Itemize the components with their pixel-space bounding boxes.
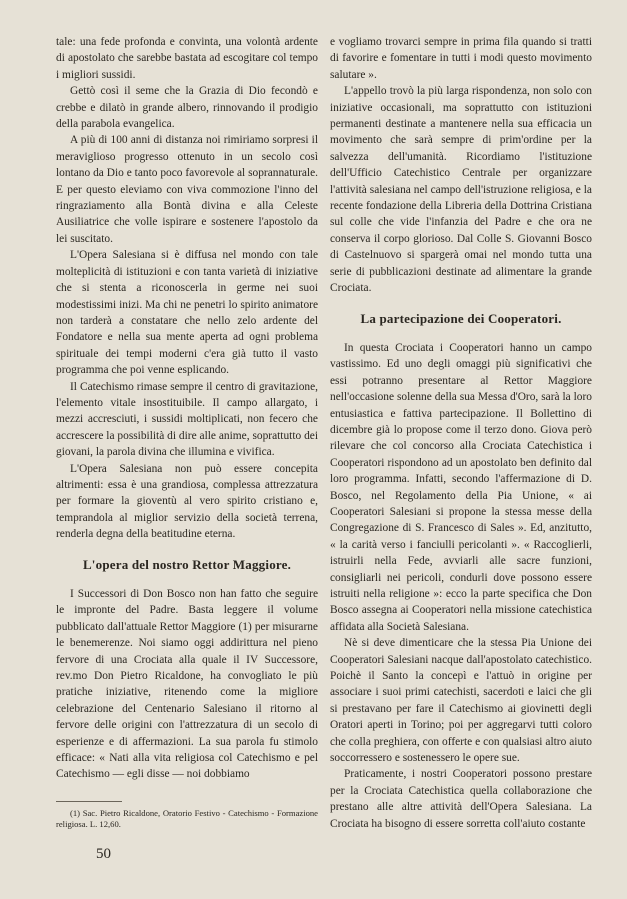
paragraph: Gettò così il seme che la Grazia di Dio fecondò e crebbe e dilatò in grande albero, rinnovando il prodigio della parabola evangelica.	[56, 85, 318, 131]
section-heading: La partecipazione dei Cooperatori.	[360, 310, 562, 326]
paragraph: Praticamente, i nostri Cooperatori possono prestare per la Crociata Catechistica quella collaborazione che prestano alle altre attività dell'Opera Salesiana. La Crociata ha bisogno di essere sorretta coll'aiuto costante	[330, 768, 592, 830]
paragraph: Il Catechismo rimase sempre il centro di gravitazione, l'elemento vitale insostituibile. Il campo allargato, i mezzi accresciuti, i sussidi moltiplicati, non fecero che accrescere la possibilità di dire alle anime, soprattutto dei giovani, la parola divina che illumina e vivifica.	[56, 380, 318, 459]
left-column	[56, 34, 318, 830]
paragraph: L'Opera Salesiana non può essere concepita altrimenti: essa è una grandiosa, complessa attrezzatura per formare la gioventù al vero spirito cristiano e, temprandola al miglior servizio della società terrena, renderla degna della beatitudine eterna.	[56, 462, 318, 541]
paragraph: L'appello trovò la più larga rispondenza, non solo con iniziative occasionali, ma soprattutto con istituzioni permanenti destinate a mantenere nella sua efficacia un movimento che sarà sempre di prim'ordine per la salvezza dell'umanità. Ricordiamo l'istituzione dell'Ufficio Catechistico Centrale per organizzare l'attività salesiana nel campo dell'istruzione religiosa, e la recente fondazione della Libreria della Dottrina Cristiana sul colle che vide l'infanzia del Padre e che ora ne conserva il corpo glorioso. Dal Colle S. Giovanni Bosco di Castelnuovo si spargerà omai nel mondo tutta una serie di pubblicazioni destinate ad alimentare la grande Crociata.	[330, 85, 592, 295]
paragraph: A più di 100 anni di distanza noi rimiriamo sorpresi il meraviglioso progresso ottenuto in un secolo così lontano da Dio e tanto poco favorevole al soprannaturale. E per questo eleviamo con viva commozione l'inno del ringraziamento alla Bontà divina e alla Celeste Ausiliatrice che volle ispirare e sostenere l'apostolo da lei suscitato.	[56, 134, 318, 245]
paragraph: tale: una fede profonda e convinta, una volontà ardente di apostolato che sarebbe bastata ad escogitare col tempo i migliori sussidi.	[56, 36, 318, 81]
paragraph: In questa Crociata i Cooperatori hanno un campo vastissimo. Ed uno degli omaggi più significativi che essi potranno presentare al Rettor Maggiore nell'occasione solenne della sua Messa d'Oro, sarà la loro entusiastica e fattiva partecipazione. Il Bollettino di dicembre già lo propose come il terzo dono. Giova però rilevare che col concorso alla Crociata Catechistica i Cooperatori rispondono ad un apostolato ben definito dal loro programma. Infatti, secondo l'affermazione di D. Bosco, nel Regolamento della Pia Unione, « ai Cooperatori Salesiani si propone la stessa messe della Congregazione di S. Francesco di Sales ». Ed, anzitutto, « la carità verso i fanciulli pericolanti ». « Raccoglierli, istruirli nella Fede, avviarli alle sacre funzioni, consigliarli nei pericoli, condurli dove possono essere istruiti nella religione »: ecco la parte specifica che Don Bosco assegna ai Cooperatori nella missione catechistica affidata alla Società Salesiana.	[330, 341, 592, 633]
paragraph: I Successori di Don Bosco non han fatto che seguire le impronte del Padre. Basta leggere il volume pubblicato dall'attuale Rettor Maggiore (1) per misurarne le benemerenze. Noi siamo oggi addirittura nel pieno fervore di una Crociata alla quale il IV Successore, rev.mo Don Pietro Ricaldone, ha convogliato le più pratiche iniziative, ritenendo come la migliore celebrazione del Centenario Salesiano il ritorno al fervore delle origini con l'attrezzatura di un secolo di esperienze e di affermazioni. La sua parola fu stimolo efficace: « Nati alla vita religiosa col Catechismo e pel Catechismo — egli disse — noi dobbiamo	[56, 588, 318, 781]
paragraph: Nè si deve dimenticare che la stessa Pia Unione dei Cooperatori Salesiani nacque dall'apostolato catechistico. Poichè il Santo la concepì e l'attuò in origine per associare i suoi primi catechisti, sacerdoti e laici che gli si prestavano per fare il Catechismo ai giovinetti degli Oratori aperti in Torino; poi per aggregarvi tutti coloro che colla preghiera, con offerte e con qualsiasi altro aiuto soccorressero e sostenessero le opere sue.	[330, 637, 592, 765]
paragraph: L'Opera Salesiana si è diffusa nel mondo con tale molteplicità di istituzioni e con tanta varietà di iniziative che si stenta a riconoscerla in germe nei suoi modestissimi inizi. Ma chi ne penetri lo spirito animatore non tarderà a constatare che nello zelo ardente del Fondatore e nella sua mente aperta ad ogni problema spirituale dei tempi moderni c'era già tutto il vasto programma che poi venne esplicando.	[56, 249, 318, 377]
section-heading: L'opera del nostro Rettor Maggiore.	[82, 556, 292, 572]
footnote: (1) Sac. Pietro Ricaldone, Oratorio Festivo - Catechismo - Formazione religiosa. L. 12,60.	[56, 807, 318, 829]
footnote-divider	[56, 801, 122, 802]
page-number: 50	[96, 846, 111, 862]
right-column	[330, 34, 592, 832]
paragraph: e vogliamo trovarci sempre in prima fila quando si tratti di favorire e fomentare in tutti i modi questo movimento salutare ».	[330, 36, 592, 81]
